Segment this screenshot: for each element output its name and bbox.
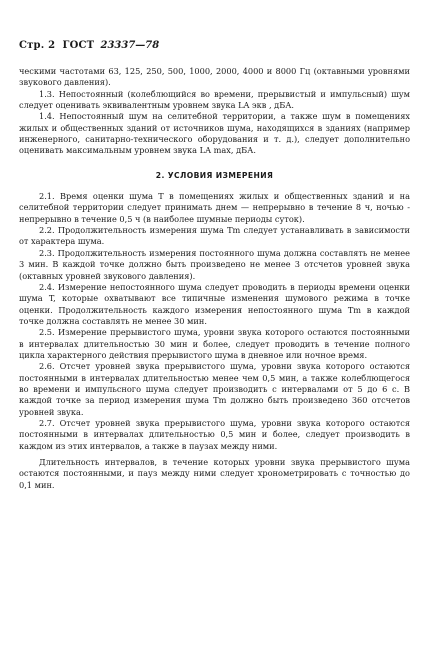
paragraph: 2.6. Отсчет уровней звука прерывистого шума, уровни звука которого остаются постоянными в интервалах длительностью менее чем 0,5 мин, а также колеблющегося во времени и импульсного шума следует производить с интервалами от 5 до 6 с. В каждой точке за период измерения шума Tm должно быть произведено 360 отсчетов уровней звука.	[19, 361, 410, 417]
paragraph: 1.3. Непостоянный (колеблющийся во времени, прерывистый и импульсный) шум следует оценивать эквивалентным уровнем звука LA экв , дБА.	[19, 88, 410, 111]
paragraph: 2.4. Измерение непостоянного шума следует проводить в периоды времени оценки шума T, которые охватывают все типичные изменения шумового режима в точке оценки. Продолжительность каждого измерения непостоянного шума Tm в каждой точке должна составлять не менее 30 мин.	[19, 281, 410, 326]
body-text	[19, 66, 410, 491]
page-header	[19, 40, 159, 51]
paragraph: 2.1. Время оценки шума T в помещениях жилых и общественных зданий и на селитебной территории следует принимать днем — непрерывно в течение 8 ч, ночью - непрерывно в течение 0,5 ч (в наиболее шумные периоды суток).	[19, 191, 410, 224]
paragraph: 2.2. Продолжительность измерения шума Tm следует устанавливать в зависимости от характера шума.	[19, 225, 410, 247]
paragraph: 1.4. Непостоянный шум на селитебной территории, а также шум в помещениях жилых и общественных зданий от источников шума, находящихся в зданиях (например инженерного, санитарно-технического оборудования и т. д.), следует дополнительно оценивать максимальным уровнем звука LA max, дБА.	[19, 111, 410, 156]
paragraph: Длительность интервалов, в течение которых уровни звука прерывистого шума остаются постоянными, и пауз между ними следует хронометрировать с точностью до 0,1 мин.	[19, 457, 410, 490]
standard-label: ГОСТ	[62, 40, 95, 51]
paragraph: ческими частотами 63, 125, 250, 500, 1000, 2000, 4000 и 8000 Гц (октавными уровнями звукового давления).	[19, 66, 410, 88]
paragraph: 2.7. Отсчет уровней звука прерывистого шума, уровни звука которого остаются постоянными в интервалах длительностью 0,5 мин и более, следует производить в каждом из этих интервалов, а также в паузах между ними.	[19, 417, 410, 451]
section-heading: 2. УСЛОВИЯ ИЗМЕРЕНИЯ	[155, 170, 274, 180]
paragraph: 2.3. Продолжительность измерения постоянного шума должна составлять не менее 3 мин. В каждой точке должно быть произведено не менее 3 отсчетов уровней звука (октавных уровней звукового давления).	[19, 247, 410, 281]
standard-number: 23337—78	[100, 40, 160, 51]
paragraph: 2.5. Измерение прерывистого шума, уровни звука которого остаются постоянными в интервалах длительностью 30 мин и более, следует проводить в течение полного цикла характерного действия прерывистого шума в дневное или ночное время.	[19, 327, 410, 360]
page-number: Стр. 2	[19, 40, 56, 51]
